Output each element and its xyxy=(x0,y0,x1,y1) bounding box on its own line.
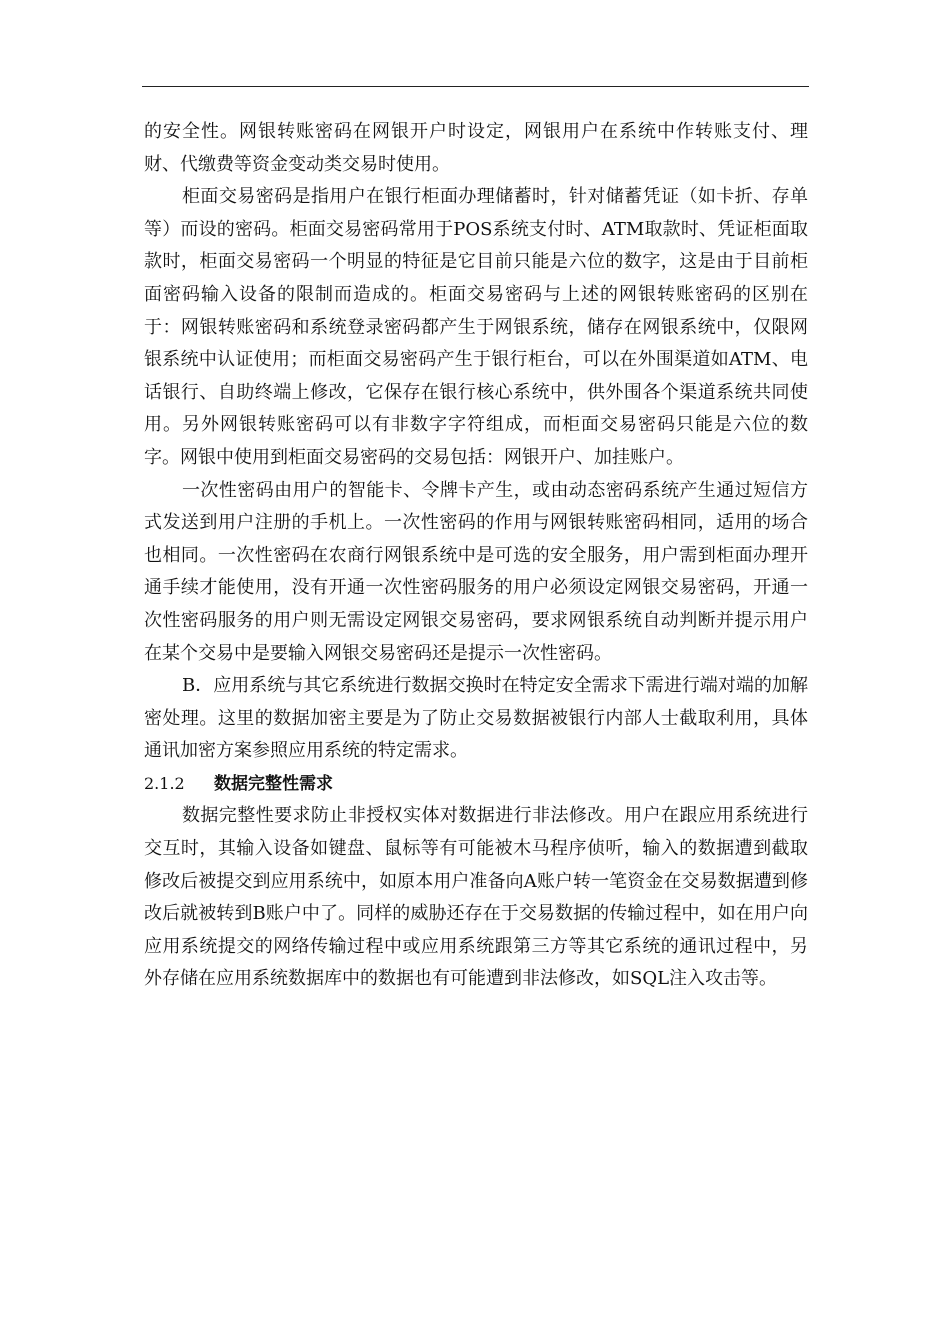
section-title: 数据完整性需求 xyxy=(214,773,333,794)
section-number: 2.1.2 xyxy=(144,773,185,793)
section-heading xyxy=(144,768,808,801)
paragraph-one-time-password: 一次性密码由用户的智能卡、令牌卡产生，或由动态密码系统产生通过短信方式发送到用户注册的手机上。一次性密码的作用与网银转账密码相同，适用的场合也相同。一次性密码在农商行网银系统中是可选的安全服务，用户需到柜面办理开通手续才能使用，没有开通一次性密码服务的用户必须设定网银交易密码，开通一次性密码服务的用户则无需设定网银交易密码，要求网银系统自动判断并提示用户在某个交易中是要输入网银交易密码还是提示一次性密码。 xyxy=(144,479,808,664)
paragraph-data-integrity: 数据完整性要求防止非授权实体对数据进行非法修改。用户在跟应用系统进行交互时，其输入设备如键盘、鼠标等有可能被木马程序侦听，输入的数据遭到截取修改后被提交到应用系统中，如原本用户准备向A账户转一笔资金在交易数据遭到修改后就被转到B账户中了。同样的威胁还存在于交易数据的传输过程中，如在用户向应用系统提交的网络传输过程中或应用系统跟第三方等其它系统的通讯过程中，另外存储在应用系统数据库中的数据也有可能遭到非法修改，如SQL注入攻击等。 xyxy=(144,805,808,990)
body-text xyxy=(144,116,808,996)
paragraph-continued: 的安全性。网银转账密码在网银开户时设定，网银用户在系统中作转账支付、理财、代缴费等资金变动类交易时使用。 xyxy=(144,121,808,175)
paragraph-counter-password: 柜面交易密码是指用户在银行柜面办理储蓄时，针对储蓄凭证（如卡折、存单等）而设的密码。柜面交易密码常用于POS系统支付时、ATM取款时、凭证柜面取款时，柜面交易密码一个明显的特征是它目前只能是六位的数字，这是由于目前柜面密码输入设备的限制而造成的。柜面交易密码与上述的网银转账密码的区别在于：网银转账密码和系统登录密码都产生于网银系统，储存在网银系统中，仅限网银系统中认证使用；而柜面交易密码产生于银行柜台，可以在外围渠道如ATM、电话银行、自助终端上修改，它保存在银行核心系统中，供外围各个渠道系统共同使用。另外网银转账密码可以有非数字字符组成，而柜面交易密码只能是六位的数字。网银中使用到柜面交易密码的交易包括：网银开户、加挂账户。 xyxy=(144,186,808,468)
paragraph-end-to-end-encryption: B．应用系统与其它系统进行数据交换时在特定安全需求下需进行端对端的加解密处理。这里的数据加密主要是为了防止交易数据被银行内部人士截取利用，具体通讯加密方案参照应用系统的特定需求。 xyxy=(144,675,808,762)
header-rule xyxy=(142,86,809,87)
